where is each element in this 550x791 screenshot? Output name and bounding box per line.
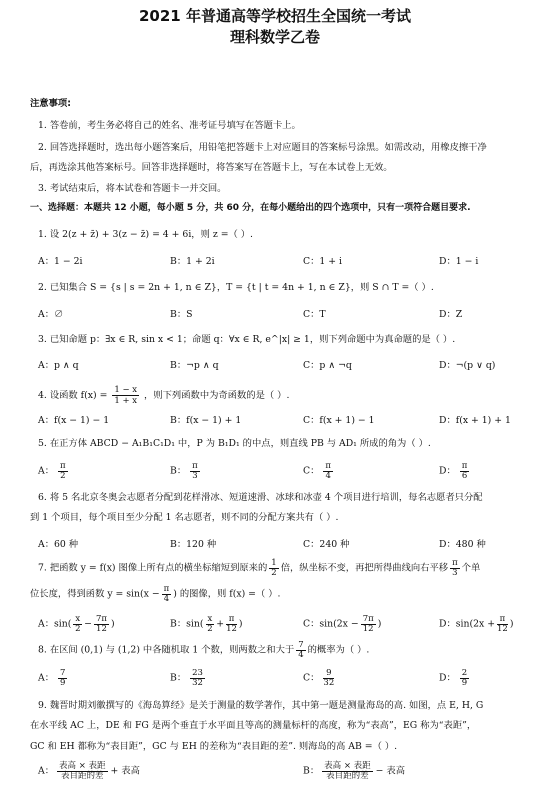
option-b: B： 表高 × 表距 表目距的差 − 表高 [303, 761, 406, 781]
fraction: $\frac{\pi}{12}$ [497, 614, 508, 634]
fraction: $\frac{7\pi}{12}$ [362, 614, 374, 634]
option-a: A： $\frac{\pi}{2}$ [38, 461, 66, 481]
question-stem: 7. 把函数 y = f(x) 图像上所有点的横坐标缩短到原来的 $\frac{1}{2}$ 倍，纵坐标不变，再把所得曲线向右平移 $\frac{\pi}{3}$ 个单 [38, 558, 481, 578]
option-d: D：f(x + 1) + 1 [439, 415, 511, 426]
option-a: A： 表高 × 表距 表目距的差 + 表高 [38, 761, 140, 781]
option-d: D： $\frac{\pi}{6}$ [439, 461, 468, 481]
option-c: C：p ∧ ¬q [303, 360, 352, 371]
option-c: C： $\frac{\pi}{4}$ [303, 461, 332, 481]
option-c: C：sin(2x − $\frac{7\pi}{12}$ ) [303, 614, 382, 634]
exam-subtitle: 理科数学乙卷 [229, 28, 320, 46]
fraction: $\frac{\pi}{6}$ [461, 461, 468, 481]
notice-item: 3. 考试结束后，将本试卷和答题卡一并交回。 [38, 183, 227, 194]
option-d: D：480 种 [439, 539, 486, 550]
fraction: $\frac{7\pi}{12}$ [95, 614, 107, 634]
question-stem: GC 和 EH 都称为“表目距”，GC 与 EH 的差称为“表目距的差”. 则海岛的高 AB =（ ）. [30, 741, 398, 752]
option-b: B：¬p ∧ q [170, 360, 219, 371]
option-b: B：S [170, 309, 193, 320]
fraction: $\frac{1}{2}$ [271, 558, 277, 578]
option-d: D：sin(2x + $\frac{\pi}{12}$ ) [439, 614, 514, 634]
option-a: A：1 − 2i [38, 256, 83, 267]
fraction: $\frac{23}{32}$ [192, 668, 203, 688]
question-stem: 4. 设函数 f(x) = $\frac{1 - x}{1 + x}$ ，则下列函数中为奇函数的是（ ）. [38, 385, 290, 406]
question-stem: 位长度，得到函数 y = sin(x − $\frac{\pi}{4}$ ) 的图像，则 f(x) =（ ）. [30, 584, 281, 604]
option-c: C：240 种 [303, 539, 350, 550]
fraction: $\frac{9}{32}$ [323, 668, 335, 688]
question-stem: 3. 已知命题 p：∃x ∈ R, sin x < 1；命题 q：∀x ∈ R, e^|x| ≥ 1，则下列命题中为真命题的是（ ）. [38, 334, 456, 345]
option-d: D：¬(p ∨ q) [439, 360, 496, 371]
fraction: 表高 × 表距 表目距的差 [324, 761, 371, 781]
option-c: C：1 + i [303, 256, 342, 267]
fraction: $\frac{7}{4}$ [298, 640, 304, 660]
question-stem: 2. 已知集合 S = {s | s = 2n + 1, n ∈ Z}，T = {t | t = 4n + 1, n ∈ Z}，则 S ∩ T =（ ）. [38, 282, 434, 293]
notice-item: 2. 回答选择题时，选出每小题答案后，用铅笔把答题卡上对应题目的答案标号涂黑。如需改动，用橡皮擦干净 [38, 142, 487, 153]
option-b: B：1 + 2i [170, 256, 215, 267]
question-stem: 到 1 个项目，每个项目至少分配 1 名志愿者，则不同的分配方案共有（ ）. [30, 512, 339, 523]
option-b: B： $\frac{23}{32}$ [170, 668, 203, 688]
fraction: $\frac{\pi}{12}$ [226, 614, 237, 634]
option-d: D：1 − i [439, 256, 479, 267]
question-stem: 9. 魏晋时期刘徽撰写的《海岛算经》是关于测量的数学著作，其中第一题是测量海岛的高. 如图，点 E, H, G [38, 700, 484, 711]
question-stem: 1. 设 2(z + z̄) + 3(z − z̄) = 4 + 6i，则 z =（ ）. [38, 229, 254, 240]
option-d: D： $\frac{2}{9}$ [439, 668, 468, 688]
question-stem: 6. 将 5 名北京冬奥会志愿者分配到花样滑冰、短道速滑、冰球和冰壶 4 个项目进行培训，每名志愿者只分配 [38, 492, 483, 503]
fraction: $\frac{\pi}{4}$ [163, 584, 170, 604]
notice-item: 后，再选涂其他答案标号。回答非选择题时，将答案写在答题卡上，写在本试卷上无效。 [30, 162, 393, 173]
fraction: $\frac{7}{9}$ [60, 668, 66, 688]
question-stem: 8. 在区间 (0,1) 与 (1,2) 中各随机取 1 个数，则两数之和大于 $\frac{7}{4}$ 的概率为（ ）. [38, 640, 370, 660]
notice-heading: 注意事项: [30, 98, 71, 109]
option-a: A：p ∧ q [38, 360, 79, 371]
fraction: $\frac{\pi}{3}$ [452, 558, 458, 578]
option-c: C：T [303, 309, 326, 320]
option-b: B：f(x − 1) + 1 [170, 415, 242, 426]
fraction: $\frac{\pi}{4}$ [325, 461, 332, 481]
fraction: $\frac{1 - x}{1 + x}$ [114, 385, 138, 406]
option-a: A：∅ [38, 309, 64, 320]
option-a: A： $\frac{7}{9}$ [38, 668, 66, 688]
notice-item: 1. 答卷前，考生务必将自己的姓名、准考证号填写在答题卡上。 [38, 120, 301, 131]
option-c: C： $\frac{9}{32}$ [303, 668, 335, 688]
exam-title: 2021 年普通高等学校招生全国统一考试 [139, 7, 411, 25]
option-d: D：Z [439, 309, 463, 320]
option-a: A：f(x − 1) − 1 [38, 415, 110, 426]
fraction: $\frac{x}{2}$ [207, 614, 213, 634]
fraction: $\frac{x}{2}$ [75, 614, 81, 634]
option-a: A：60 种 [38, 539, 79, 550]
option-a: A：sin( $\frac{x}{2}$ − $\frac{7\pi}{12}$ ) [38, 614, 115, 634]
option-c: C：f(x + 1) − 1 [303, 415, 375, 426]
option-b: B： $\frac{\pi}{3}$ [170, 461, 198, 481]
option-b: B：sin( $\frac{x}{2}$ + $\frac{\pi}{12}$ ) [170, 614, 243, 634]
section-heading: 一、选择题：本题共 12 小题，每小题 5 分，共 60 分，在每小题给出的四个选项中，只有一项符合题目要求. [30, 203, 471, 213]
question-stem: 5. 在正方体 ABCD − A₁B₁C₁D₁ 中，P 为 B₁D₁ 的中点，则直线 PB 与 AD₁ 所成的角为（ ）. [38, 438, 431, 449]
fraction: $\frac{\pi}{3}$ [192, 461, 198, 481]
question-stem: 在水平线 AC 上，DE 和 FG 是两个垂直于水平面且等高的测量标杆的高度，称为“表高”，EG 称为“表距”， [30, 720, 477, 731]
fraction: $\frac{2}{9}$ [461, 668, 468, 688]
option-b: B：120 种 [170, 539, 217, 550]
fraction: 表高 × 表距 表目距的差 [59, 761, 106, 781]
fraction: $\frac{\pi}{2}$ [60, 461, 66, 481]
